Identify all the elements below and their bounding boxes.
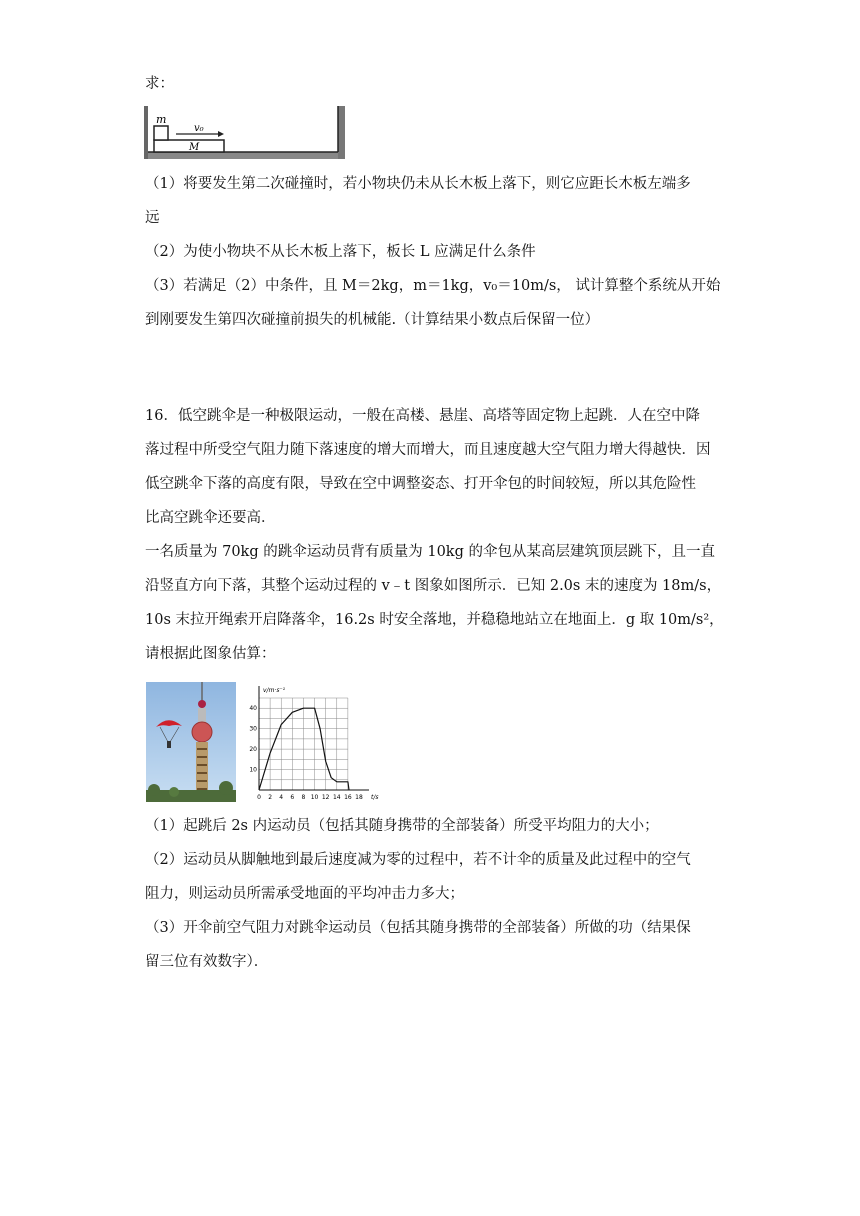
text-line: 沿竖直方向下落，其整个运动过程的 v﹣t 图象如图所示．已知 2.0s 末的速度为 18m/s， [145,578,722,594]
label-v0: v₀ [194,123,204,134]
x-tick-label: 4 [279,794,284,801]
label-m: m [156,113,167,126]
arrow-head [218,131,224,137]
left-wall [144,106,148,159]
x-tick-label: 8 [301,794,306,801]
text-line: 比高空跳伞还要高． [145,510,276,526]
text-line: 留三位有效数字）． [145,954,269,970]
x-tick-label: 10 [310,794,319,801]
x-tick-label: 18 [355,794,363,801]
tower-small-ball [198,700,206,708]
y-axis-label: v/m·s⁻¹ [263,687,286,694]
right-wall [338,106,345,159]
floor [146,152,344,159]
text-line: （1）起跳后 2s 内运动员（包括其随身携带的全部装备）所受平均阻力的大小； [145,818,659,834]
text-line: （2）为使小物块不从长木板上落下，板长 L 应满足什么条件 [145,244,536,260]
text-line: 落过程中所受空气阻力随下落速度的增大而增大，而且速度越大空气阻力增大得越快．因 [145,442,711,458]
parachutist [167,741,171,748]
text-line: 16．低空跳伞是一种极限运动，一般在高楼、悬崖、高塔等固定物上起跳．人在空中降 [145,408,700,424]
text-line: 到刚要发生第四次碰撞前损失的机械能.（计算结果小数点后保留一位） [145,312,600,328]
x-tick-label: 14 [332,794,341,801]
text-line: 一名质量为 70kg 的跳伞运动员背有质量为 10kg 的伞包从某高层建筑顶层跳下，且一直 [145,544,715,560]
text-line: 10s 末拉开绳索开启降落伞，16.2s 时安全落地，并稳稳地站立在地面上．g 取 10m/s²， [145,612,724,628]
y-tick-label: 20 [249,746,257,754]
collision-figure [144,104,349,162]
x-tick-label: 2 [268,794,273,801]
y-tick-label: 40 [249,705,257,713]
tower-photo [146,682,236,802]
x-tick-label: 12 [321,794,330,801]
text-line: （1）将要发生第二次碰撞时，若小物块仍未从长木板上落下，则它应距长木板左端多 [145,176,691,192]
vt-chart [245,682,380,802]
text-line: 阻力，则运动员所需承受地面的平均冲击力多大； [145,886,464,902]
block-m [154,126,168,140]
x-tick-label: 16 [344,794,352,801]
x-tick-label: 0 [257,794,261,801]
text-line: 远 [145,210,160,226]
x-tick-label: 6 [290,794,295,801]
y-tick-label: 10 [249,766,257,774]
text-line: （3）开伞前空气阻力对跳伞运动员（包括其随身携带的全部装备）所做的功（结果保 [145,920,691,936]
label-M: M [189,142,200,153]
y-tick-label: 30 [249,725,257,733]
text-line: 求： [145,76,174,92]
text-line: 低空跳伞下落的高度有限，导致在空中调整姿态、打开伞包的时间较短，所以其危险性 [145,476,696,492]
text-line: 请根据此图象估算： [145,646,276,662]
text-line: （3）若满足（2）中条件，且 M＝2kg，m＝1kg，v₀＝10m/s， 试计算整个系统从开始 [145,278,721,294]
tower-big-ball [192,722,212,742]
text-line: （2）运动员从脚触地到最后速度减为零的过程中，若不计伞的质量及此过程中的空气 [145,852,691,868]
x-axis-label: t/s [371,794,379,801]
